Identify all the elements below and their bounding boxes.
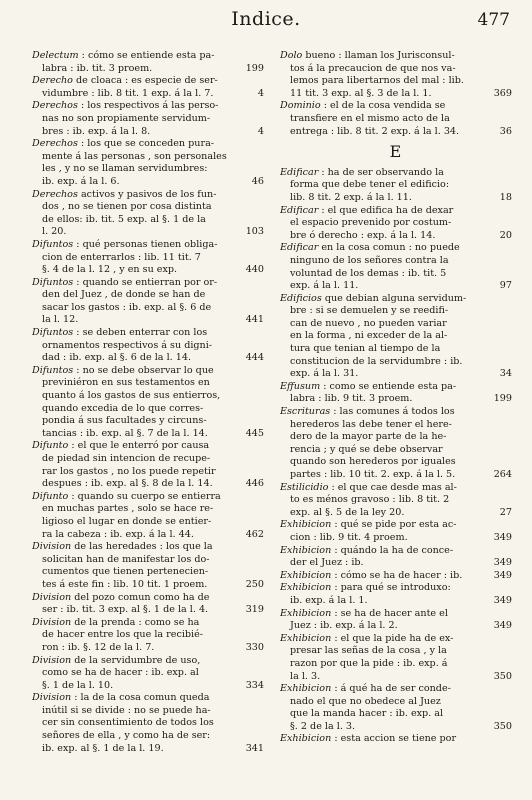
entry-text: Edificar en la cosa comun : no puede <box>280 242 460 254</box>
entry-line <box>32 189 264 202</box>
entry-text: partes : lib. 10 tit. 2. exp. á la l. 5. <box>290 469 456 480</box>
entry-text: ib. exp. á la l. 6. <box>42 175 120 187</box>
entry-page-number: 330 <box>245 641 264 653</box>
entry-text: §. 1 de la l. 10. <box>42 679 114 691</box>
index-entry <box>280 100 512 138</box>
entry-text: Difuntos : quando se entierran por or- <box>32 276 218 288</box>
entry-text: ib. exp. á la l. 1. <box>290 594 368 606</box>
entry-text: Exhibicion : esta accion se tiene por <box>280 733 457 745</box>
entry-text: de hacer entre los que la recibié- <box>42 629 204 641</box>
entry-line <box>32 252 264 265</box>
entry-page-number: 369 <box>493 87 512 99</box>
entry-text: solicitan han de manifestar los do- <box>42 553 210 565</box>
entry-text: vidumbre : lib. 8 tit. 1 exp. á la l. 7. <box>42 87 214 99</box>
entry-text: Division del pozo comun como ha de <box>32 591 210 603</box>
entry-page-number: 445 <box>245 427 264 439</box>
index-entry <box>280 733 512 746</box>
entry-page-number: 349 <box>493 531 512 543</box>
entry-text: Derechos activos y pasivos de los fun- <box>32 188 217 200</box>
entry-line <box>32 163 264 176</box>
entry-line <box>280 431 512 444</box>
entry-text: ra la cabeza : ib. exp. á la l. 44. <box>42 528 194 540</box>
entry-line <box>280 595 512 608</box>
entry-line <box>280 645 512 658</box>
entry-text: Exhibicion : para qué se introduxo: <box>280 582 451 594</box>
entry-text: Division de las heredades : los que la <box>32 541 213 553</box>
entry-text: la l. 3. <box>290 670 321 682</box>
entry-line <box>32 743 264 756</box>
entry-text: Exhibicion : qué se pide por esta ac- <box>280 519 457 531</box>
entry-line <box>280 192 512 205</box>
entry-page-number: 341 <box>245 742 264 754</box>
entry-text: ornamentos respectivos á su digni- <box>42 339 213 351</box>
entry-text: de piedad sin intencion de recupe- <box>42 453 211 464</box>
entry-line <box>32 113 264 126</box>
index-entry <box>280 50 512 100</box>
entry-text: Juez : ib. exp. á la l. 2. <box>290 620 398 632</box>
entry-line <box>32 655 264 668</box>
entry-text: voluntad de los demas : ib. tit. 5 <box>290 267 447 279</box>
entry-line <box>32 126 264 139</box>
entry-text: de ellos: ib. tit. 5 exp. al §. 1 de la <box>42 213 206 225</box>
entry-line <box>280 318 512 331</box>
entry-text: Division de la servidumbre de uso, <box>32 654 201 666</box>
entry-page-number: 199 <box>245 62 264 74</box>
entry-line <box>280 406 512 419</box>
entry-page-number: 350 <box>493 670 512 682</box>
entry-line <box>32 554 264 567</box>
entry-text: previniéron en sus testamentos en <box>42 377 210 389</box>
entry-line <box>280 305 512 318</box>
entry-line <box>280 721 512 734</box>
entry-line <box>32 516 264 529</box>
entry-line <box>32 138 264 151</box>
entry-page-number: 4 <box>257 87 264 99</box>
entry-text: can de nuevo , no pueden variar <box>290 317 447 329</box>
entry-text: señores de ella , y como ha de ser: <box>42 730 211 742</box>
index-entry <box>280 582 512 607</box>
entry-line <box>32 453 264 466</box>
entry-text: bre ó derecho : exp. á la l. 14. <box>290 229 436 241</box>
entry-line <box>280 343 512 356</box>
entry-line <box>280 330 512 343</box>
entry-text: pondia á sus facultades y circuns- <box>42 415 207 427</box>
entry-line <box>32 503 264 516</box>
entry-text: en la forma , ni exceder de la al- <box>290 330 448 342</box>
entry-line <box>32 151 264 164</box>
index-entry <box>32 50 264 75</box>
entry-line <box>32 377 264 390</box>
entry-text: labra : ib. tit. 3 proem. <box>42 62 153 74</box>
entry-text: la l. 12. <box>42 314 79 326</box>
entry-text: exp. á la l. 11. <box>290 280 359 292</box>
entry-text: forma que debe tener el edificio: <box>290 179 450 191</box>
entry-text: Difuntos : qué personas tienen obliga- <box>32 238 218 250</box>
entry-page-number: 199 <box>493 393 512 405</box>
entry-text: rar los gastos , no los puede repetir <box>42 465 216 477</box>
entry-line <box>280 696 512 709</box>
entry-line <box>32 75 264 88</box>
entry-text: Dominio : el de la cosa vendida se <box>280 100 446 112</box>
entry-line <box>280 167 512 180</box>
entry-line <box>280 620 512 633</box>
index-entry <box>280 608 512 633</box>
entry-line <box>32 642 264 655</box>
index-entry <box>32 692 264 755</box>
entry-text: constitucion de la servidumbre : ib. <box>290 355 463 367</box>
entry-line <box>32 428 264 441</box>
entry-text: Exhibicion : á qué ha de ser conde- <box>280 683 451 695</box>
section-letter: E <box>389 142 403 162</box>
entry-line <box>32 440 264 453</box>
entry-line <box>280 419 512 432</box>
entry-line <box>32 340 264 353</box>
index-entry <box>32 189 264 239</box>
entry-page-number: 264 <box>493 469 512 480</box>
entry-text: quando excedia de lo que corres- <box>42 402 204 414</box>
entry-text: Edificar : el que edifica ha de dexar <box>280 204 454 216</box>
entry-line <box>280 100 512 113</box>
index-entry <box>32 138 264 188</box>
entry-text: cion : lib. 9 tit. 4 proem. <box>290 531 408 543</box>
entry-text: Effusum : como se entiende esta pa- <box>280 380 457 392</box>
entry-page-number: 334 <box>245 679 264 691</box>
entry-line <box>32 592 264 605</box>
page-header <box>0 4 532 34</box>
index-entry <box>32 239 264 277</box>
entry-line <box>32 617 264 630</box>
entry-text: sacar los gastos : ib. exp. al §. 6 de <box>42 301 212 313</box>
entry-text: inútil si se divide : no se puede ha- <box>42 704 211 716</box>
entry-text: bres : ib. exp. á la l. 8. <box>42 125 151 137</box>
entry-line <box>280 608 512 621</box>
entry-page-number: 446 <box>245 478 264 490</box>
index-entry <box>32 440 264 490</box>
entry-text: der el Juez : ib. <box>290 557 364 569</box>
entry-line <box>32 680 264 693</box>
entry-line <box>280 482 512 495</box>
entry-line <box>280 126 512 139</box>
entry-text: mente á las personas , son personales <box>42 150 227 162</box>
index-entry <box>32 75 264 100</box>
entry-text: presar las señas de la cosa , y la <box>290 645 447 657</box>
entry-line <box>280 733 512 746</box>
entry-page-number: 441 <box>245 314 264 326</box>
entry-page-number: 250 <box>245 578 264 590</box>
index-entry <box>32 491 264 541</box>
entry-text: Difunto : quando su cuerpo se entierra <box>32 490 221 502</box>
entry-text: §. 2 de la l. 3. <box>290 720 356 732</box>
entry-line <box>32 529 264 542</box>
entry-line <box>280 113 512 126</box>
entry-page-number: 440 <box>245 264 264 276</box>
entry-text: tura que tenian al tiempo de la <box>290 343 441 355</box>
entry-text: §. 4 de la l. 12 , y en su exp. <box>42 264 178 276</box>
entry-line <box>32 705 264 718</box>
entry-line <box>32 176 264 189</box>
entry-line <box>280 444 512 457</box>
entry-text: que la manda hacer : ib. exp. al <box>290 708 444 720</box>
entry-text: Difuntos : se deben enterrar con los <box>32 327 208 339</box>
entry-line <box>32 352 264 365</box>
entry-line <box>32 579 264 592</box>
entry-line <box>32 88 264 101</box>
entry-text: cumentos que tienen pertenecien- <box>42 566 209 578</box>
entry-text: nado el que no obedece al Juez <box>290 695 441 707</box>
entry-text: Exhibicion : quándo la ha de conce- <box>280 544 454 556</box>
entry-line <box>32 478 264 491</box>
page-title: Indice. <box>231 8 301 30</box>
entry-text: lib. 8 tit. 2 exp. á la l. 11. <box>290 191 412 203</box>
entry-line <box>32 541 264 554</box>
index-entry <box>32 365 264 441</box>
entry-text: exp. á la l. 31. <box>290 368 359 380</box>
entry-line <box>280 205 512 218</box>
entry-text: el espacio prevenido por costum- <box>290 217 452 229</box>
entry-text: Difunto : el que le enterró por causa <box>32 440 210 452</box>
entry-text: to es ménos gravoso : lib. 8 tit. 2 <box>290 494 450 506</box>
entry-text: 11 tit. 3 exp. al §. 3 de la l. 1. <box>290 87 432 99</box>
entry-line <box>280 268 512 281</box>
entry-line <box>32 289 264 302</box>
index-entry <box>280 381 512 406</box>
entry-text: ligioso el lugar en donde se entier- <box>42 515 212 527</box>
entry-line <box>32 629 264 642</box>
entry-text: tos á la precaucion de que nos va- <box>290 62 456 74</box>
entry-text: Derechos : los respectivos á las perso- <box>32 100 219 112</box>
entry-page-number: 97 <box>499 280 512 292</box>
entry-line <box>280 633 512 646</box>
index-entries-e <box>280 167 512 746</box>
index-entry <box>280 242 512 292</box>
entry-page-number: 34 <box>499 368 512 380</box>
entry-line <box>280 456 512 469</box>
entry-line <box>32 239 264 252</box>
entry-line <box>280 280 512 293</box>
entry-line <box>32 201 264 214</box>
entry-text: exp. al §. 5 de la ley 20. <box>290 506 405 518</box>
entry-line <box>280 671 512 684</box>
entry-line <box>280 293 512 306</box>
entry-page-number: 103 <box>245 226 264 238</box>
entry-text: tes á este fin : lib. 10 tit. 1 proem. <box>42 578 208 590</box>
index-entry <box>280 167 512 205</box>
entry-text: quando son herederos por iguales <box>290 456 456 468</box>
entry-line <box>32 314 264 327</box>
entry-line <box>32 566 264 579</box>
entry-line <box>280 63 512 76</box>
entry-line <box>280 469 512 482</box>
entry-text: Difuntos : no se debe observar lo que <box>32 364 214 376</box>
entry-line <box>280 708 512 721</box>
index-entry <box>280 205 512 243</box>
entry-text: razon por que la pide : ib. exp. á <box>290 657 448 669</box>
entry-text: Division de la prenda : como se ha <box>32 616 200 628</box>
entry-text: dero de la mayor parte de la he- <box>290 431 447 443</box>
entry-text: herederos las debe tener el here- <box>290 418 452 430</box>
entry-line <box>280 368 512 381</box>
entry-text: rencia ; y qué se debe observar <box>290 443 443 455</box>
entry-text: nas no son propiamente servidum- <box>42 112 211 124</box>
entry-line <box>32 717 264 730</box>
entry-text: transfiere en el mismo acto de la <box>290 112 450 124</box>
entry-line <box>280 507 512 520</box>
entry-line <box>280 75 512 88</box>
entry-text: ron : ib. §. 12 de la l. 7. <box>42 641 155 653</box>
index-entry <box>32 592 264 617</box>
entry-line <box>32 277 264 290</box>
entry-page-number: 349 <box>493 620 512 632</box>
entry-text: entrega : lib. 8 tit. 2 exp. á la l. 34. <box>290 125 460 137</box>
entry-line <box>280 179 512 192</box>
entry-text: ninguno de los señores contra la <box>290 254 449 266</box>
entry-page-number: 444 <box>245 352 264 364</box>
index-entry <box>32 277 264 327</box>
index-entry <box>32 541 264 591</box>
entry-line <box>32 327 264 340</box>
entry-line <box>280 50 512 63</box>
entry-text: den del Juez , de donde se han de <box>42 289 206 301</box>
entry-line <box>32 214 264 227</box>
entry-line <box>32 403 264 416</box>
entry-line <box>280 217 512 230</box>
entry-page-number: 36 <box>499 125 512 137</box>
entry-text: dos , no se tienen por cosa distinta <box>42 201 212 213</box>
index-entry <box>280 293 512 381</box>
entry-text: quanto á los gastos de sus entierros, <box>42 390 221 402</box>
entry-line <box>280 570 512 583</box>
entry-line <box>32 415 264 428</box>
entry-text: como se ha de hacer : ib. exp. al <box>42 667 199 679</box>
entry-text: Derechos : los que se conceden pura- <box>32 138 215 150</box>
entry-line <box>32 390 264 403</box>
index-entry <box>32 617 264 655</box>
entry-text: Delectum : cómo se entiende esta pa- <box>32 50 215 61</box>
entry-line <box>280 381 512 394</box>
entry-page-number: 349 <box>493 594 512 606</box>
entry-text: ib. exp. al §. 1 de la l. 19. <box>42 742 164 754</box>
entry-text: cer sin consentimiento de todos los <box>42 717 214 729</box>
entry-line <box>280 88 512 101</box>
entry-line <box>32 667 264 680</box>
entry-line <box>32 264 264 277</box>
entry-line <box>280 242 512 255</box>
entry-page-number: 350 <box>493 720 512 732</box>
index-entry <box>280 545 512 570</box>
entry-text: dad : ib. exp. al §. 6 de la l. 14. <box>42 352 191 364</box>
entry-line <box>32 226 264 239</box>
entry-page-number: 349 <box>493 557 512 569</box>
entry-page-number: 20 <box>499 229 512 241</box>
index-column-left <box>32 50 264 755</box>
entry-text: despues : ib. exp. al §. 8 de la l. 14. <box>42 478 213 490</box>
entry-line <box>32 100 264 113</box>
entry-line <box>280 557 512 570</box>
entry-line <box>32 466 264 479</box>
entry-line <box>280 230 512 243</box>
entry-text: Edificios que debian alguna servidum- <box>280 292 467 304</box>
entry-line <box>32 365 264 378</box>
entry-line <box>32 302 264 315</box>
entry-line <box>280 683 512 696</box>
entry-line <box>280 393 512 406</box>
entry-text: ser : ib. tit. 3 exp. al §. 1 de la l. 4. <box>42 604 209 616</box>
entry-page-number: 349 <box>493 569 512 581</box>
entry-text: Escrituras : las comunes á todos los <box>280 406 455 418</box>
index-column-right <box>280 50 512 746</box>
entry-text: lemos para libertarnos del mal : lib. <box>290 75 464 87</box>
entry-text: Exhibicion : el que la pide ha de ex- <box>280 632 454 644</box>
entry-text: Dolo bueno : llaman los Jurisconsul- <box>280 50 455 61</box>
entry-page-number: 18 <box>499 191 512 203</box>
index-entry <box>280 570 512 583</box>
index-entry <box>32 655 264 693</box>
entry-line <box>280 658 512 671</box>
entry-page-number: 27 <box>499 506 512 518</box>
index-entry <box>32 327 264 365</box>
entry-text: tancias : ib. exp. al §. 7 de la l. 14. <box>42 427 208 439</box>
entry-text: Exhibicion : cómo se ha de hacer : ib. <box>280 569 463 581</box>
index-entry <box>280 519 512 544</box>
entry-page-number: 319 <box>245 604 264 616</box>
index-entry <box>280 406 512 482</box>
entry-text: bre : si se demuelen y se reedifi- <box>290 305 449 317</box>
entry-text: Estilicidio : el que cae desde mas al- <box>280 481 457 493</box>
entry-line <box>280 545 512 558</box>
entry-text: Derecho de cloaca : es especie de ser- <box>32 75 218 87</box>
entry-line <box>280 356 512 369</box>
index-entries-d <box>280 50 512 138</box>
entry-text: cion de enterrarlos : lib. 11 tit. 7 <box>42 251 201 263</box>
entry-text: labra : lib. 9 tit. 3 proem. <box>290 393 413 405</box>
entry-line <box>280 255 512 268</box>
entry-text: Exhibicion : se ha de hacer ante el <box>280 607 448 619</box>
index-entry <box>280 683 512 733</box>
entry-line <box>32 692 264 705</box>
entry-page-number: 46 <box>251 175 264 187</box>
entry-line <box>32 63 264 76</box>
index-entry <box>32 100 264 138</box>
entry-line <box>32 50 264 63</box>
entry-line <box>280 494 512 507</box>
entry-line <box>32 730 264 743</box>
entry-line <box>280 532 512 545</box>
entry-text: l. 20. <box>42 226 67 238</box>
entry-line <box>32 491 264 504</box>
index-entry <box>280 482 512 520</box>
entry-text: Edificar : ha de ser observando la <box>280 166 444 178</box>
entry-text: les , y no se llaman servidumbres: <box>42 163 208 175</box>
entry-line <box>280 582 512 595</box>
index-entry <box>280 633 512 683</box>
entry-text: Division : la de la cosa comun queda <box>32 692 210 704</box>
entry-page-number: 4 <box>257 125 264 137</box>
entry-text: en muchas partes , solo se hace re- <box>42 503 214 515</box>
page-number: 477 <box>477 10 510 30</box>
entry-page-number: 462 <box>245 528 264 540</box>
entry-line <box>32 604 264 617</box>
entry-line <box>280 519 512 532</box>
